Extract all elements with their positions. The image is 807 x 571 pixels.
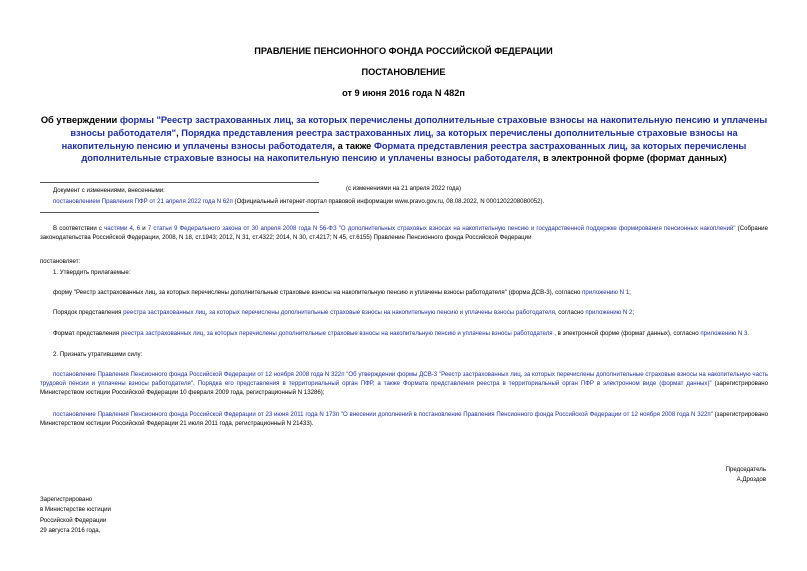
appendix-1-link[interactable]: приложению N 1 [582,289,630,296]
signature-name: А.Дроздов [736,476,766,483]
format-line: Формат представления реестра застрахованных лиц, за которых перечислены дополнительные страховые взносы на накопительную пенсию и уплачены взносы работодателя , в электронной форме (формат данных), согласно приложению N 3. [53,330,750,337]
amend-rule-top [40,182,319,183]
title-text: Об утверждении [40,115,120,125]
org-name: ПРАВЛЕНИЕ ПЕНСИОННОГО ФОНДА РОССИЙСКОЙ ФЕДЕРАЦИИ [254,46,553,56]
appendix-2-link[interactable]: приложению N 2 [585,309,633,316]
format-registry-link[interactable]: реестра застрахованных лиц, за которых перечислены дополнительные страховые взносы на накопительную пенсию и уплачены взносы работодателя [120,330,553,337]
repeal-2-link[interactable]: постановление Правления Пенсионного фонда Российской Федерации от 23 июня 2011 года N 173п "О внесении дополнений в постановление Правления Пенсионного фонда Российской Федерации от 12 ноября 2008 года N 322п" [53,411,713,418]
title-link-format[interactable]: Формата представления реестра застрахованных лиц, за которых перечислены дополнительные страховые взносы на накопительную пенсию и уплачены взносы работодателя [81,140,747,164]
registration-line: 29 августа 2016 года, [40,527,101,535]
item-1: 1. Утвердить прилагаемые: [53,269,131,276]
doc-date-number: от 9 июня 2016 года N 482п [342,88,465,98]
repeal-1-link[interactable]: постановление Правления Пенсионного фонда Российской Федерации от 12 ноября 2008 года N 322п "Об утверждении формы ДСВ-3 "Реестр застрахованных лиц, за которых перечислены дополнительные страховые взносы на накопительную часть трудовой пенсии и уплачены взносы работодателя", Порядка его представления в территориальный орган ПФР, а также Формата представления реестра в территориальный орган ПФР в электронном виде (формат данных)" [40,371,768,387]
order-registry-link[interactable]: реестра застрахованных лиц, за которых перечислены дополнительные страховые взносы на накопительную пенсию и уплачены взносы работодателя [123,309,555,316]
repeal-1: постановление Правления Пенсионного фонда Российской Федерации от 12 ноября 2008 года N 322п "Об утверждении формы ДСВ-3 "Реестр застрахованных лиц, за которых перечислены дополнительные страховые взносы на накопительную часть трудовой пенсии и уплачены взносы работодателя", Порядка его представления в территориальный орган ПФР, а также Формата представления реестра в территориальный орган ПФР в электронном виде (формат данных)" (зарегистрировано Министерством юстиции Российской Федерации 10 февраля 2009 года, регистрационный N 13286); [40,371,768,396]
title-text: , в электронной форме (формат данных) [537,153,727,164]
doc-title [40,114,768,165]
item-2: 2. Признать утратившими силу: [53,351,143,358]
preamble-link-part4[interactable]: частями 4 [104,225,133,232]
amend-rest: (Официальный интернет-портал правовой информации www.pravo.gov.ru, 08.08.2022, N 0001202208080052). [232,198,545,205]
amend-link[interactable]: постановлением Правления ПФР от 21 апреля 2022 года N 62п [53,198,233,205]
amend-rule-bottom [40,212,319,213]
appendix-3-link[interactable]: приложению N 3 [700,330,748,337]
resolves: постановляет: [40,258,81,265]
title-link-order[interactable]: Порядка представления реестра застрахованных лиц, за которых перечислены дополнительные страховые взносы на накопительную пенсию и уплачены взносы работодателя [61,127,738,151]
title-text: , а также [332,140,374,151]
registration-block [40,495,111,537]
form-line: форму "Реестр застрахованных лиц, за которых перечислены дополнительные страховые взносы на накопительную пенсию и уплачены взносы работодателя" (форма ДСВ-3), согласно приложению N 1; [53,289,631,296]
changes-note: (с изменениями на 21 апреля 2022 года) [346,185,461,192]
registration-line: в Министерстве юстиции [40,506,111,514]
title-text: , [176,127,182,138]
repeal-2: постановление Правления Пенсионного фонда Российской Федерации от 23 июня 2011 года N 173п "О внесении дополнений в постановление Правления Пенсионного фонда Российской Федерации от 12 ноября 2008 года N 322п" (зарегистрировано Министерством юстиции Российской Федерации 21 июля 2011 года, регистрационный N 21433). [40,411,768,427]
signature-role: Председатель [725,466,766,473]
preamble-link-part6[interactable]: 6 [136,225,141,232]
preamble: В соответствии с частями 4, 6 и 7 статьи 9 Федерального закона от 30 апреля 2008 года N 56-ФЗ "О дополнительных страховых взносах на накопительную пенсию и государственной поддержке формирования пенсионных накоплений" (Собрание законодательства Российской Федерации, 2008, N 18, ст.1943; 2012, N 31, ст.4322; 2014, N 30, ст.4217; N 45, ст.6155) Правление Пенсионного фонда Российской Федерации [40,225,768,241]
doc-type: ПОСТАНОВЛЕНИЕ [361,67,446,77]
title-link-form[interactable]: формы "Реестр застрахованных лиц, за которых перечислены дополнительные страховые взносы на накопительную пенсию и уплачены взносы работодателя" [70,115,768,138]
order-line: Порядок представления реестра застрахованных лиц, за которых перечислены дополнительные страховые взносы на накопительную пенсию и уплачены взносы работодателя, согласно приложению N 2; [53,309,635,316]
registration-line: Российской Федерации [40,516,107,524]
preamble-link-law[interactable]: 7 статьи 9 Федерального закона от 30 апреля 2008 года N 56-ФЗ "О дополнительных страховых взносах на накопительную пенсию и государственной поддержке формирования пенсионных накоплений" [147,225,736,232]
registration-line: Зарегистрировано [40,496,93,503]
amend-block [53,197,773,206]
amend-label: Документ с изменениями, внесенными: [53,187,165,194]
signature-block [726,465,766,485]
